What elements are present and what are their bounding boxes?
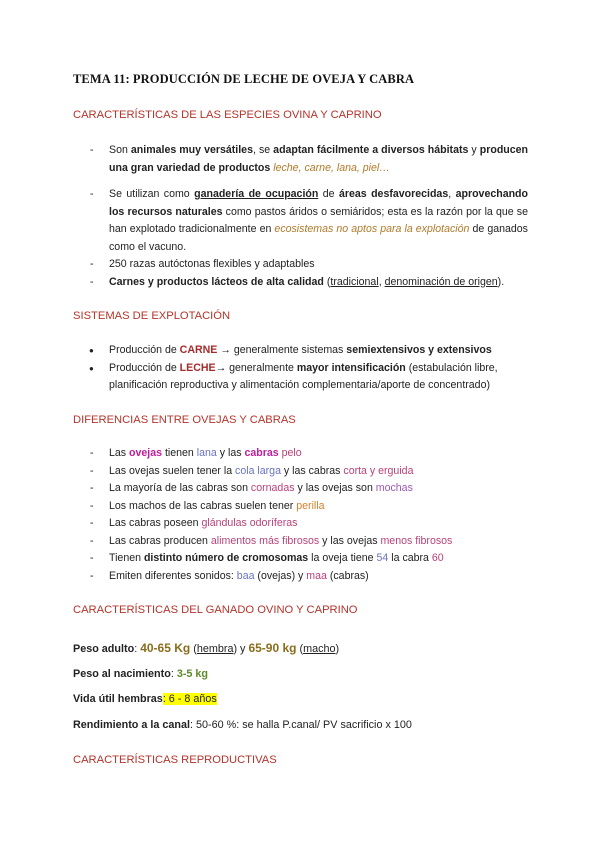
list-item: - La mayoría de las cabras son cornadas y las ovejas son mochas xyxy=(90,480,528,498)
list-item: - Las ovejas suelen tener la cola larga y las cabras corta y erguida xyxy=(90,463,528,481)
section-heading-sistemas: SISTEMAS DE EXPLOTACIÓN xyxy=(73,310,231,322)
list-item: - Son animales muy versátiles, se adaptan fácilmente a diversos hábitats y producen una gran variedad de productos leche, carne, lana, piel… xyxy=(90,142,528,177)
section-heading-caracteristicas: CARACTERÍSTICAS DE LAS ESPECIES OVINA Y CAPRINO xyxy=(73,109,382,121)
list-item: - Las ovejas tienen lana y las cabras pelo xyxy=(90,445,528,463)
list-item: - Tienen distinto número de cromosomas la oveja tiene 54 la cabra 60 xyxy=(90,550,528,568)
list-sistemas xyxy=(90,342,528,395)
list-item: - Las cabras producen alimentos más fibrosos y las ovejas menos fibrosos xyxy=(90,533,528,551)
list-item: - Se utilizan como ganadería de ocupación de áreas desfavorecidas, aprovechando los recursos naturales como pastos áridos o semiáridos; esta es la razón por la que se han explotado tradicionalmente en ecosistemas no aptos para la explotación de ganados como el vacuno. xyxy=(90,186,528,256)
rendimiento-canal: Rendimiento a la canal: 50-60 %: se halla P.canal/ PV sacrificio x 100 xyxy=(73,719,412,731)
list-item: ● Producción de CARNE → generalmente sistemas semiextensivos y extensivos xyxy=(90,342,528,360)
section-heading-ganado: CARACTERÍSTICAS DEL GANADO OVINO Y CAPRINO xyxy=(73,604,358,616)
list-item: - Emiten diferentes sonidos: baa (ovejas) y maa (cabras) xyxy=(90,568,528,586)
list-diferencias xyxy=(90,445,528,585)
page-title: TEMA 11: PRODUCCIÓN DE LECHE DE OVEJA Y CABRA xyxy=(73,72,415,86)
section-heading-reproductivas: CARACTERÍSTICAS REPRODUCTIVAS xyxy=(73,754,277,766)
vida-util: Vida útil hembras: 6 - 8 años xyxy=(73,693,217,705)
list-caracteristicas xyxy=(90,142,528,291)
peso-nacimiento: Peso al nacimiento: 3-5 kg xyxy=(73,668,209,680)
section-heading-diferencias: DIFERENCIAS ENTRE OVEJAS Y CABRAS xyxy=(73,414,296,426)
list-item: - 250 razas autóctonas flexibles y adaptables xyxy=(90,256,528,274)
list-item: - Carnes y productos lácteos de alta calidad (tradicional, denominación de origen). xyxy=(90,274,528,292)
list-item: - Las cabras poseen glándulas odoríferas xyxy=(90,515,528,533)
list-item: ● Producción de LECHE→ generalmente mayor intensificación (estabulación libre, planificación reproductiva y alimentación complementaria/aporte de concentrado) xyxy=(90,360,528,395)
peso-adulto: Peso adulto: 40-65 Kg (hembra) y 65-90 kg (macho) xyxy=(73,641,340,655)
list-item: - Los machos de las cabras suelen tener perilla xyxy=(90,498,528,516)
